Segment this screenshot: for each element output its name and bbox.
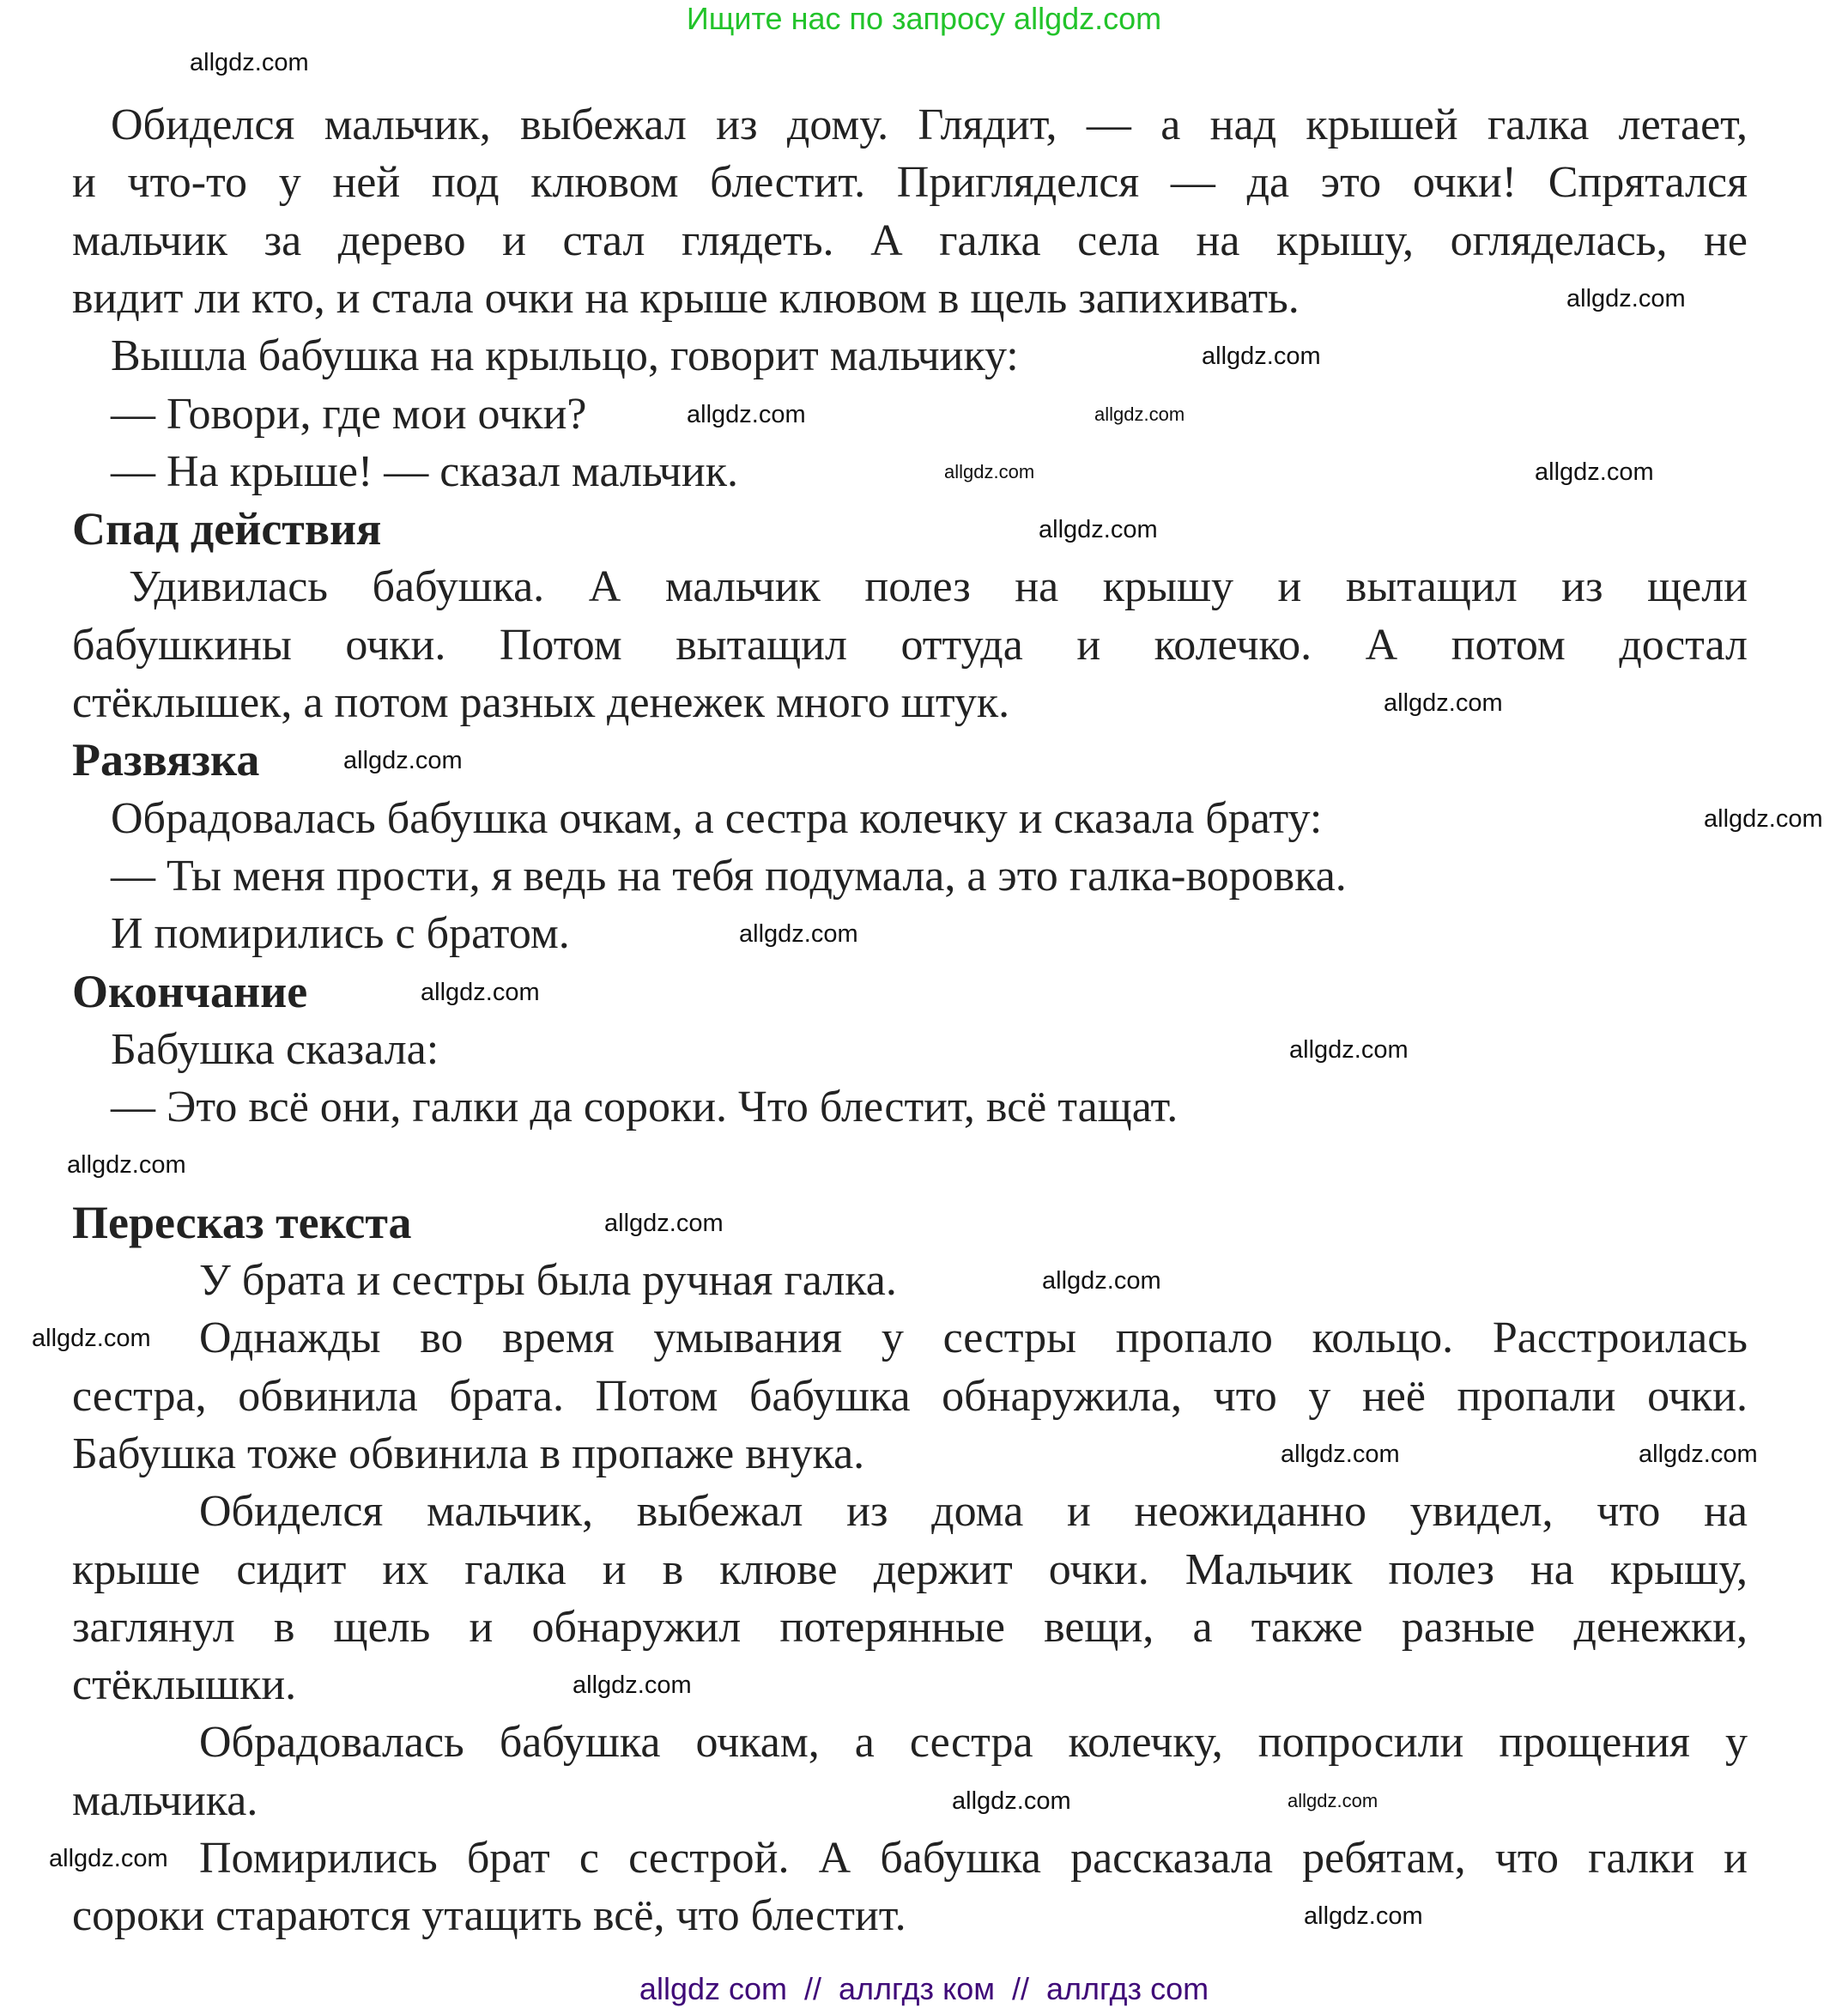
text-line: — На крыше! — сказал мальчик. [111,446,738,496]
text-line: — Говори, где мои очки? [111,389,587,439]
watermark: allgdz.com [190,49,309,76]
watermark: allgdz.com [1535,458,1654,486]
watermark: allgdz.com [1039,516,1158,544]
text-line: Бабушка сказала: [111,1024,439,1074]
text-line: — Ты меня прости, я ведь на тебя подумала, а это галка-воровка. [111,851,1347,901]
text-line: Вышла бабушка на крыльцо, говорит мальчику: [111,331,1019,381]
text-line: мальчик за дерево и стал глядеть. А галка села на крышу, огляделась, не [72,215,1748,265]
watermark: allgdz.com [1202,343,1321,371]
watermark: allgdz.com [1281,1440,1400,1468]
text-line: Обиделся мальчик, выбежал из дома и неожиданно увидел, что на [199,1487,1748,1537]
watermark: allgdz.com [1094,403,1185,425]
text-line: И помирились с братом. [111,909,570,959]
text-line: Обиделся мальчик, выбежал из дому. Глядит, — а над крышей галка летает, [111,100,1748,149]
text-line: крыше сидит их галка и в клюве держит очки. Мальчик полез на крышу, [72,1544,1748,1594]
text-line: сороки стараются утащить всё, что блестит. [72,1891,906,1941]
watermark: allgdz.com [687,400,806,428]
text-line: Бабушка тоже обвинила в пропаже внука. [72,1429,865,1478]
watermark: allgdz.com [421,978,540,1006]
text-line: мальчика. [72,1775,258,1825]
watermark: allgdz.com [952,1787,1071,1815]
watermark: allgdz.com [944,460,1035,482]
watermark: allgdz.com [1566,284,1686,312]
text-line: видит ли кто, и стала очки на крыше клювом в щель запихивать. [72,273,1300,323]
text-line: Обрадовалась бабушка очкам, а сестра колечку и сказала брату: [111,793,1323,843]
section-heading: Спад действия [72,503,382,555]
text-line: стёклышек, а потом разных денежек много штук. [72,678,1010,727]
text-line: Обрадовалась бабушка очкам, а сестра колечку, попросили прощения у [199,1718,1748,1768]
footer-site-links[interactable]: allgdz com // аллгдз ком // аллгдз com [639,1971,1209,2006]
watermark: allgdz.com [1384,689,1503,717]
text-line: стёклышки. [72,1660,297,1710]
text-line: Удивилась бабушка. А мальчик полез на крышу и вытащил из щели [129,562,1748,612]
section-heading: Окончание [72,965,308,1017]
watermark: allgdz.com [67,1151,186,1180]
watermark: allgdz.com [604,1209,724,1237]
text-line: заглянул в щель и обнаружил потерянные вещи, а также разные денежки, [72,1602,1748,1652]
text-line: и что-то у ней под клювом блестит. Пригляделся — да это очки! Спрятался [72,158,1748,208]
text-line: — Это всё они, галки да сороки. Что блестит, всё тащат. [111,1083,1178,1132]
text-line: У брата и сестры была ручная галка. [199,1256,897,1305]
watermark: allgdz.com [49,1845,168,1872]
watermark: allgdz.com [1288,1789,1378,1811]
section-heading: Развязка [72,734,260,786]
search-hint-banner: Ищите нас по запросу allgdz.com [686,1,1162,36]
watermark: allgdz.com [1704,804,1823,833]
text-line: Помирились брат с сестрой. А бабушка рассказала ребятам, что галки и [199,1834,1748,1883]
watermark: allgdz.com [343,747,463,775]
text-line: бабушкины очки. Потом вытащил оттуда и колечко. А потом достал [72,620,1748,670]
text-line: сестра, обвинила брата. Потом бабушка обнаружила, что у неё пропали очки. [72,1371,1748,1421]
text-line: Однажды во время умывания у сестры пропало кольцо. Расстроилась [199,1313,1748,1363]
watermark: allgdz.com [1289,1035,1409,1064]
watermark: allgdz.com [739,920,858,949]
watermark: allgdz.com [1042,1267,1161,1295]
watermark: allgdz.com [1304,1902,1423,1931]
watermark: allgdz.com [32,1325,151,1353]
section-heading: Пересказ текста [72,1196,412,1248]
watermark: allgdz.com [573,1671,692,1700]
watermark: allgdz.com [1639,1440,1758,1468]
